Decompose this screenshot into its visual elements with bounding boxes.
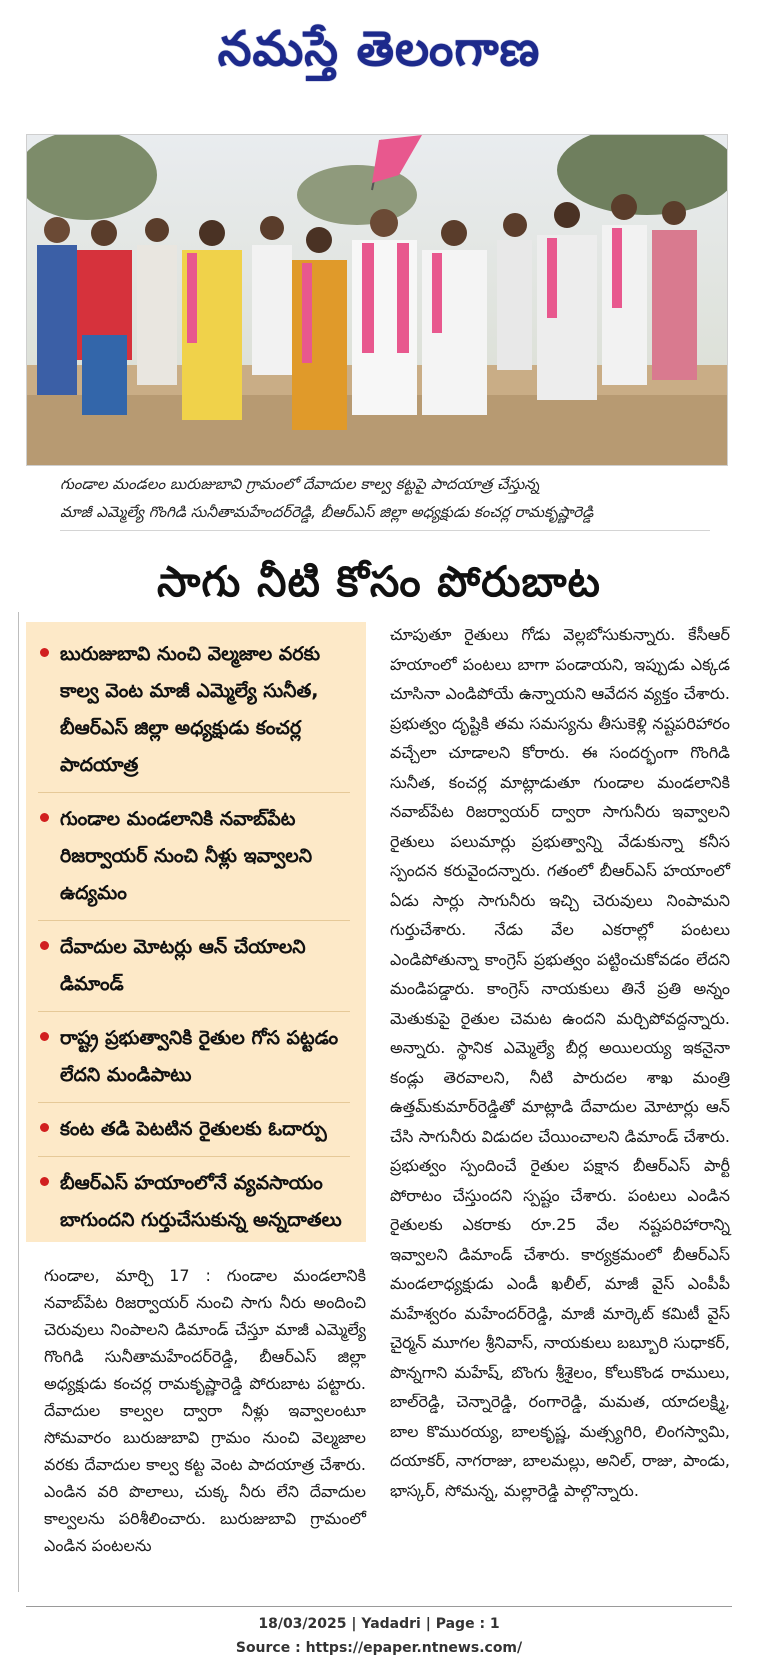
caption-line-1: గుండాల మండలం బురుజుబావి గ్రామంలో దేవాదుల కాల్వ కట్టపై పాదయాత్ర చేస్తున్న: [60, 475, 540, 493]
bullet-icon: [40, 1032, 49, 1041]
highlight-text: రాష్ట్ర ప్రభుత్వానికి రైతుల గోస పట్టడం లేదని మండిపాటు: [60, 1027, 339, 1086]
masthead: [0, 0, 758, 110]
article-headline: సాగు నీటి కోసం పోరుబాట: [157, 557, 601, 606]
footer: [0, 1612, 758, 1660]
bullet-icon: [40, 941, 49, 950]
news-photo: [26, 134, 728, 466]
highlight-item: [38, 1111, 350, 1157]
highlight-text: గుండాల మండలానికి నవాబ్‌పేట రిజర్వాయర్‌ నుంచి నీళ్లు ఇవ్వాలని ఉద్యమం: [60, 808, 313, 904]
highlight-item: [38, 636, 350, 793]
left-divider: [18, 612, 19, 1592]
footer-source-link[interactable]: Source : https://epaper.ntnews.com/: [235, 1640, 523, 1656]
bullet-icon: [40, 648, 49, 657]
highlight-text: కంట తడి పెటటిన రైతులకు ఓదార్పు: [60, 1118, 327, 1140]
caption-line-2: మాజీ ఎమ్మెల్యే గొంగిడి సునీతామహేందర్‌రెడ్డి, బీఆర్‌ఎస్‌ జిల్లా అధ్యక్షుడు కంచర్ల రామకృష్ణారెడ్డి: [60, 503, 594, 521]
bullet-icon: [40, 1123, 49, 1132]
photo-caption: [60, 470, 710, 531]
highlight-item: [38, 1165, 350, 1247]
highlight-text: బురుజుబావి నుంచి వెల్మజాల వరకు కాల్వ వెంట మాజీ ఎమ్మెల్యే సునీత, బీఆర్‌ఎస్‌ జిల్లా అధ్యక్షుడు కంచర్ల పాదయాత్ర: [60, 643, 321, 776]
newspaper-title: నమస్తే తెలంగాణ: [217, 21, 541, 77]
photo-placeholder: [27, 135, 727, 465]
highlight-item: [38, 1020, 350, 1103]
highlights-box: [26, 622, 366, 1242]
highlight-text: దేవాదుల మోటర్లు ఆన్‌ చేయాలని డిమాండ్‌: [60, 936, 306, 995]
bullet-icon: [40, 1177, 49, 1186]
highlight-item: [38, 801, 350, 921]
article-body-right: చూపుతూ రైతులు గోడు వెల్లబోసుకున్నారు. కేసీఆర్‌ హయాంలో పంటలు బాగా పండాయని, ఇప్పుడు ఎక్కడ చూసినా ఎండిపోయే ఉన్నాయని ఆవేదన వ్యక్తం చేశారు. ప్రభుత్వం దృష్టికి తమ సమస్యను తీసుకెళ్లి నష్టపరిహారం వచ్చేలా చూడాలని కోరారు. ఈ సందర్భంగా గొంగిడి సునీత, కంచర్ల మాట్లాడుతూ గుండాల మండలానికి నవాబ్‌పేట రిజర్వాయర్‌ ద్వారా సాగునీరు ఇవ్వాలని రైతులు పలుమార్లు ప్రభుత్వాన్ని వేడుకున్నా కనీస స్పందన కరువైందన్నారు. గతంలో బీఆర్‌ఎస్‌ హయాంలో ఏడు సార్లు సాగునీరు ఇచ్చి చెరువులు నింపామని గుర్తుచేశారు. నేడు వేల ఎకరాల్లో పంటలు ఎండిపోతున్నా కాంగ్రెస్‌ ప్రభుత్వం పట్టించుకోవడం లేదని మండిపడ్డారు. కాంగ్రెస్‌ నాయకులు తినే ప్రతి అన్నం మెతుకుపై రైతుల చెమట ఉందని మర్చిపోవద్దన్నారు. అన్నారు. స్థానిక ఎమ్మెల్యే బీర్ల అయిలయ్య ఇకనైనా కండ్లు తెరవాలని, నీటి పారుదల శాఖ మంత్రి ఉత్తమ్‌కుమార్‌రెడ్డితో మాట్లాడి దేవాదుల మోటార్లు ఆన్‌ చేసి సాగునీరు విడుదల చేయించాలని డిమాండ్‌ చేశారు. ప్రభుత్వం స్పందించే రైతుల పక్షాన బీఆర్‌ఎస్‌ పార్టీ పోరాటం చేస్తుందని స్పష్టం చేశారు. పంటలు ఎండిన రైతులకు ఎకరాకు రూ.25 వేల నష్టపరిహారాన్ని ఇవ్వాలని డిమాండ్‌ చేశారు. కార్యక్రమంలో బీఆర్‌ఎస్‌ మండలాధ్యక్షుడు ఎండీ ఖలీల్‌, మాజీ వైస్‌ ఎంపీపీ మహేశ్వరం మహేందర్‌రెడ్డి, మాజీ మార్కెట్‌ కమిటీ వైస్‌ చైర్మన్‌ మూగల శ్రీనివాస్‌, నాయకులు బబ్బూరి సుధాకర్‌, పొన్నగాని మహేష్‌, బొంగు శ్రీశైలం, కోలుకొండ రాములు, బాల్‌రెడ్డి, చెన్నారెడ్డి, రంగారెడ్డి, మమత, యాదలక్ష్మి, బాల కొమురయ్య, బాలకృష్ణ, మత్స్యగిరి, లింగస్వామి, దయాకర్‌, నాగరాజు, బాలమల్లు, అనిల్‌, రాజు, పాండు, భాస్కర్‌, సోమన్న, మల్లారెడ్డి పాల్గొన్నారు.: [390, 625, 730, 1500]
highlight-item: [38, 929, 350, 1012]
footer-divider: [26, 1606, 732, 1607]
highlight-text: బీఆర్‌ఎస్‌ హయాంలోనే వ్యవసాయం బాగుందని గుర్తుచేసుకున్న అన్నదాతలు: [60, 1172, 342, 1231]
bullet-icon: [40, 813, 49, 822]
footer-date-edition: 18/03/2025 | Yadadri | Page : 1: [258, 1616, 500, 1632]
article-body-left: గుండాల, మార్చి 17 : గుండాల మండలానికి నవాబ్‌పేట రిజర్వాయర్‌ నుంచి సాగు నీరు అందించి చెరువులు నింపాలని డిమాండ్‌ చేస్తూ మాజీ ఎమ్మెల్యే గొంగిడి సునీతామహేందర్‌రెడ్డి, బీఆర్‌ఎస్‌ జిల్లా అధ్యక్షుడు కంచర్ల రామకృష్ణారెడ్డి పోరుబాట పట్టారు. దేవాదుల కాల్వల ద్వారా నీళ్లు ఇవ్వాలంటూ సోమవారం బురుజుబావి గ్రామం నుంచి వెల్మజాల వరకు దేవాదుల కాల్వ కట్ట వెంట పాదయాత్ర చేశారు. ఎండిన వరి పొలాలు, చుక్క నీరు లేని దేవాదుల కాల్వలను పరిశీలించారు. బురుజుబావి గ్రామంలో ఎండిన పంటలను: [44, 1266, 366, 1555]
